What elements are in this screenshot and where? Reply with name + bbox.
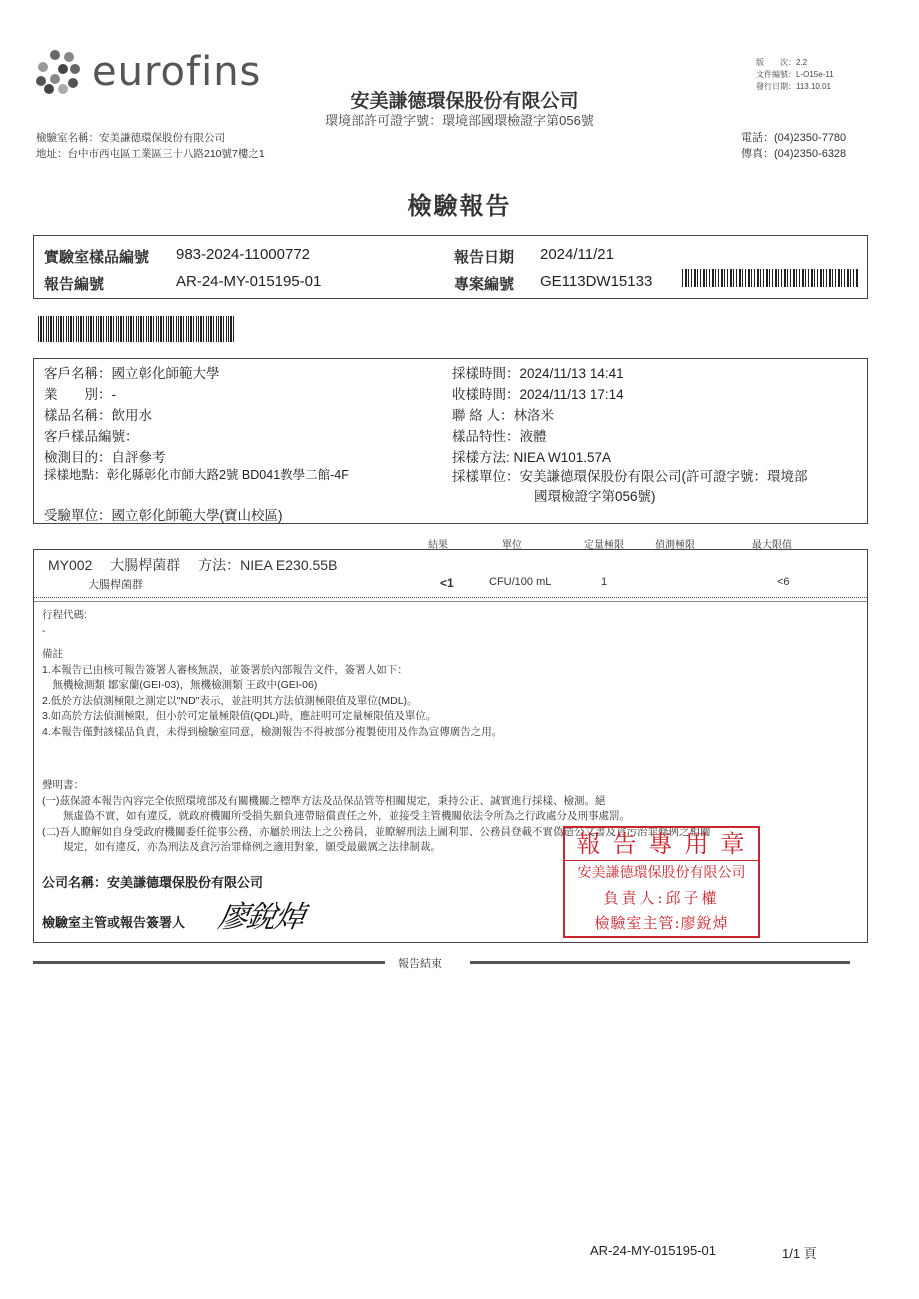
document-meta [756, 57, 834, 93]
results-box [33, 549, 868, 943]
signer-label: 檢驗室主管或報告簽署人 [42, 915, 186, 930]
industry: 業 別：- [44, 387, 116, 402]
sampling-location: 採樣地點：彰化縣彰化市師大路2號 BD041教學二館-4F [44, 468, 349, 482]
col-qdl: 定量極限 [584, 540, 624, 551]
report-no-label: 報告編號 [44, 276, 105, 293]
result-qdl: 1 [601, 576, 608, 588]
col-max-limit: 最大限值 [752, 540, 792, 551]
report-date: 2024/11/21 [540, 246, 614, 263]
contact-info [741, 130, 846, 162]
remark-line: 無機檢測類 鄒家蘭(GEI-03)，無機檢測類 王政中(GEI-06) [42, 679, 318, 691]
process-code-label: 行程代碼: [42, 609, 87, 621]
declaration-title: 聲明書： [42, 779, 84, 791]
doc-issue-date: 發行日期：113.10.01 [756, 82, 831, 91]
project-barcode [682, 269, 858, 287]
remarks-title: 備註 [42, 648, 63, 660]
sample-property: 樣品特性：液體 [452, 429, 547, 444]
test-code: MY002 [48, 557, 93, 573]
lab-address: 地址：台中市西屯區工業區三十八路210號7樓之1 [36, 148, 265, 160]
contact-person: 聯 絡 人：林洛米 [452, 408, 555, 423]
stamp-title: 報告專用章 [565, 828, 758, 861]
test-name: 大腸桿菌群 [110, 557, 181, 573]
lab-sample-no-label: 實驗室樣品編號 [44, 249, 150, 266]
stamp-company: 安美謙德環保股份有限公司 [577, 865, 746, 881]
result-unit: CFU/100 mL [489, 576, 552, 588]
project-no-label: 專案編號 [454, 276, 515, 293]
lab-name: 檢驗室名稱：安美謙德環保股份有限公司 [36, 132, 225, 144]
test-method: 方法：NIEA E230.55B [198, 557, 338, 573]
declaration-line: (二)吾人瞭解如自身受政府機關委任從事公務，亦屬於刑法上之公務員，並瞭解刑法上圖利罪、公務員登載不實偽造公文書及貪污治罪條例之相關 [42, 825, 711, 838]
remark-line: 4.本報告僅對該樣品負責，未得到檢驗室同意，檢測報告不得被部分複製使用及作為宣傳廣告之用。 [42, 725, 503, 738]
report-date-label: 報告日期 [454, 249, 515, 266]
result-row [34, 550, 867, 600]
doc-number: 文件編號：L-O15e-11 [756, 70, 834, 79]
handwritten-signature: 廖銳焯 [215, 900, 306, 935]
process-code: - [42, 624, 46, 637]
declaration-line: 規定，如有違反，亦為刑法及貪污治罪條例之適用對象，願受最嚴厲之法律制裁。 [42, 841, 441, 853]
phone: 電話：(04)2350-7780 [741, 132, 847, 144]
report-no: AR-24-MY-015195-01 [176, 273, 322, 290]
remark-line: 3.如高於方法偵測極限，但小於可定量極限值(QDL)時，應註明可定量極限值及單位。 [42, 710, 437, 722]
sample-barcode [38, 316, 235, 342]
remark-line: 2.低於方法偵測極限之測定以"ND"表示，並註明其方法偵測極限值及單位(MDL)。 [42, 694, 418, 707]
client-name: 客戶名稱：國立彰化師範大學 [44, 366, 220, 381]
remark-line: 1.本報告已由核可報告簽署人審核無誤，並簽署於內部報告文件，簽署人如下： [42, 663, 408, 676]
divider [34, 601, 867, 602]
notes-section [42, 608, 502, 740]
col-mdl: 偵測極限 [655, 540, 695, 551]
lab-info [36, 130, 265, 162]
fax: 傳真：(04)2350-6328 [741, 148, 847, 160]
test-purpose: 檢測目的：自評參考 [44, 450, 166, 465]
doc-version: 版 次：2.2 [756, 58, 808, 67]
project-no: GE113DW15133 [540, 273, 653, 290]
dotted-divider [34, 597, 867, 598]
result-value: <1 [440, 576, 454, 590]
end-line-left [33, 961, 385, 964]
sampling-method: 採樣方法: NIEA W101.57A [452, 450, 612, 465]
company-name-label: 公司名稱：安美謙德環保股份有限公司 [42, 875, 264, 890]
client-sample-no: 客戶樣品編號： [44, 429, 139, 444]
end-line-right [470, 961, 850, 964]
footer-report-no: AR-24-MY-015195-01 [590, 1243, 716, 1258]
stamp-lab-manager: 檢驗室主管:廖銳焯 [594, 914, 729, 932]
receiving-unit: 受驗單位：國立彰化師範大學(寶山校區) [44, 508, 283, 523]
declaration-line: (一)茲保證本報告內容完全依照環境部及有關機關之標準方法及品保品管等相關規定，秉持公正、誠實進行採樣、檢測。絕 [42, 794, 606, 807]
sampling-unit-cont: 國環檢證字第056號) [534, 489, 656, 504]
sample-name: 樣品名稱：飲用水 [44, 408, 152, 423]
declaration-line: 無虛偽不實，如有違反，就政府機關所受損失願負連帶賠償責任之外，並接受主管機關依法令所為之行政處分及刑事處罰。 [42, 810, 630, 822]
footer-page: 1/1 頁 [782, 1246, 817, 1261]
sampling-unit: 採樣單位：安美謙德環保股份有限公司(許可證字號：環境部 [452, 469, 808, 484]
sampling-time: 採樣時間：2024/11/13 14:41 [452, 366, 624, 381]
report-id-box [33, 235, 868, 299]
col-unit: 單位 [502, 540, 522, 551]
logo-text: eurofins [92, 49, 262, 95]
result-max-limit: <6 [777, 576, 790, 588]
end-of-report: 報告結束 [398, 958, 442, 970]
sample-info-box [33, 358, 868, 524]
lab-sample-no: 983-2024-11000772 [176, 246, 311, 263]
report-title: 檢驗報告 [407, 193, 512, 220]
receipt-time: 收樣時間：2024/11/13 17:14 [452, 387, 624, 402]
company-name: 安美謙德環保股份有限公司 [350, 91, 579, 112]
col-result: 結果 [428, 540, 448, 551]
official-stamp [563, 826, 760, 938]
stamp-responsible: 負責人:邱子權 [603, 889, 720, 907]
result-item: 大腸桿菌群 [88, 579, 143, 591]
company-license: 環境部許可證字號：環境部國環檢證字第056號 [325, 113, 594, 128]
